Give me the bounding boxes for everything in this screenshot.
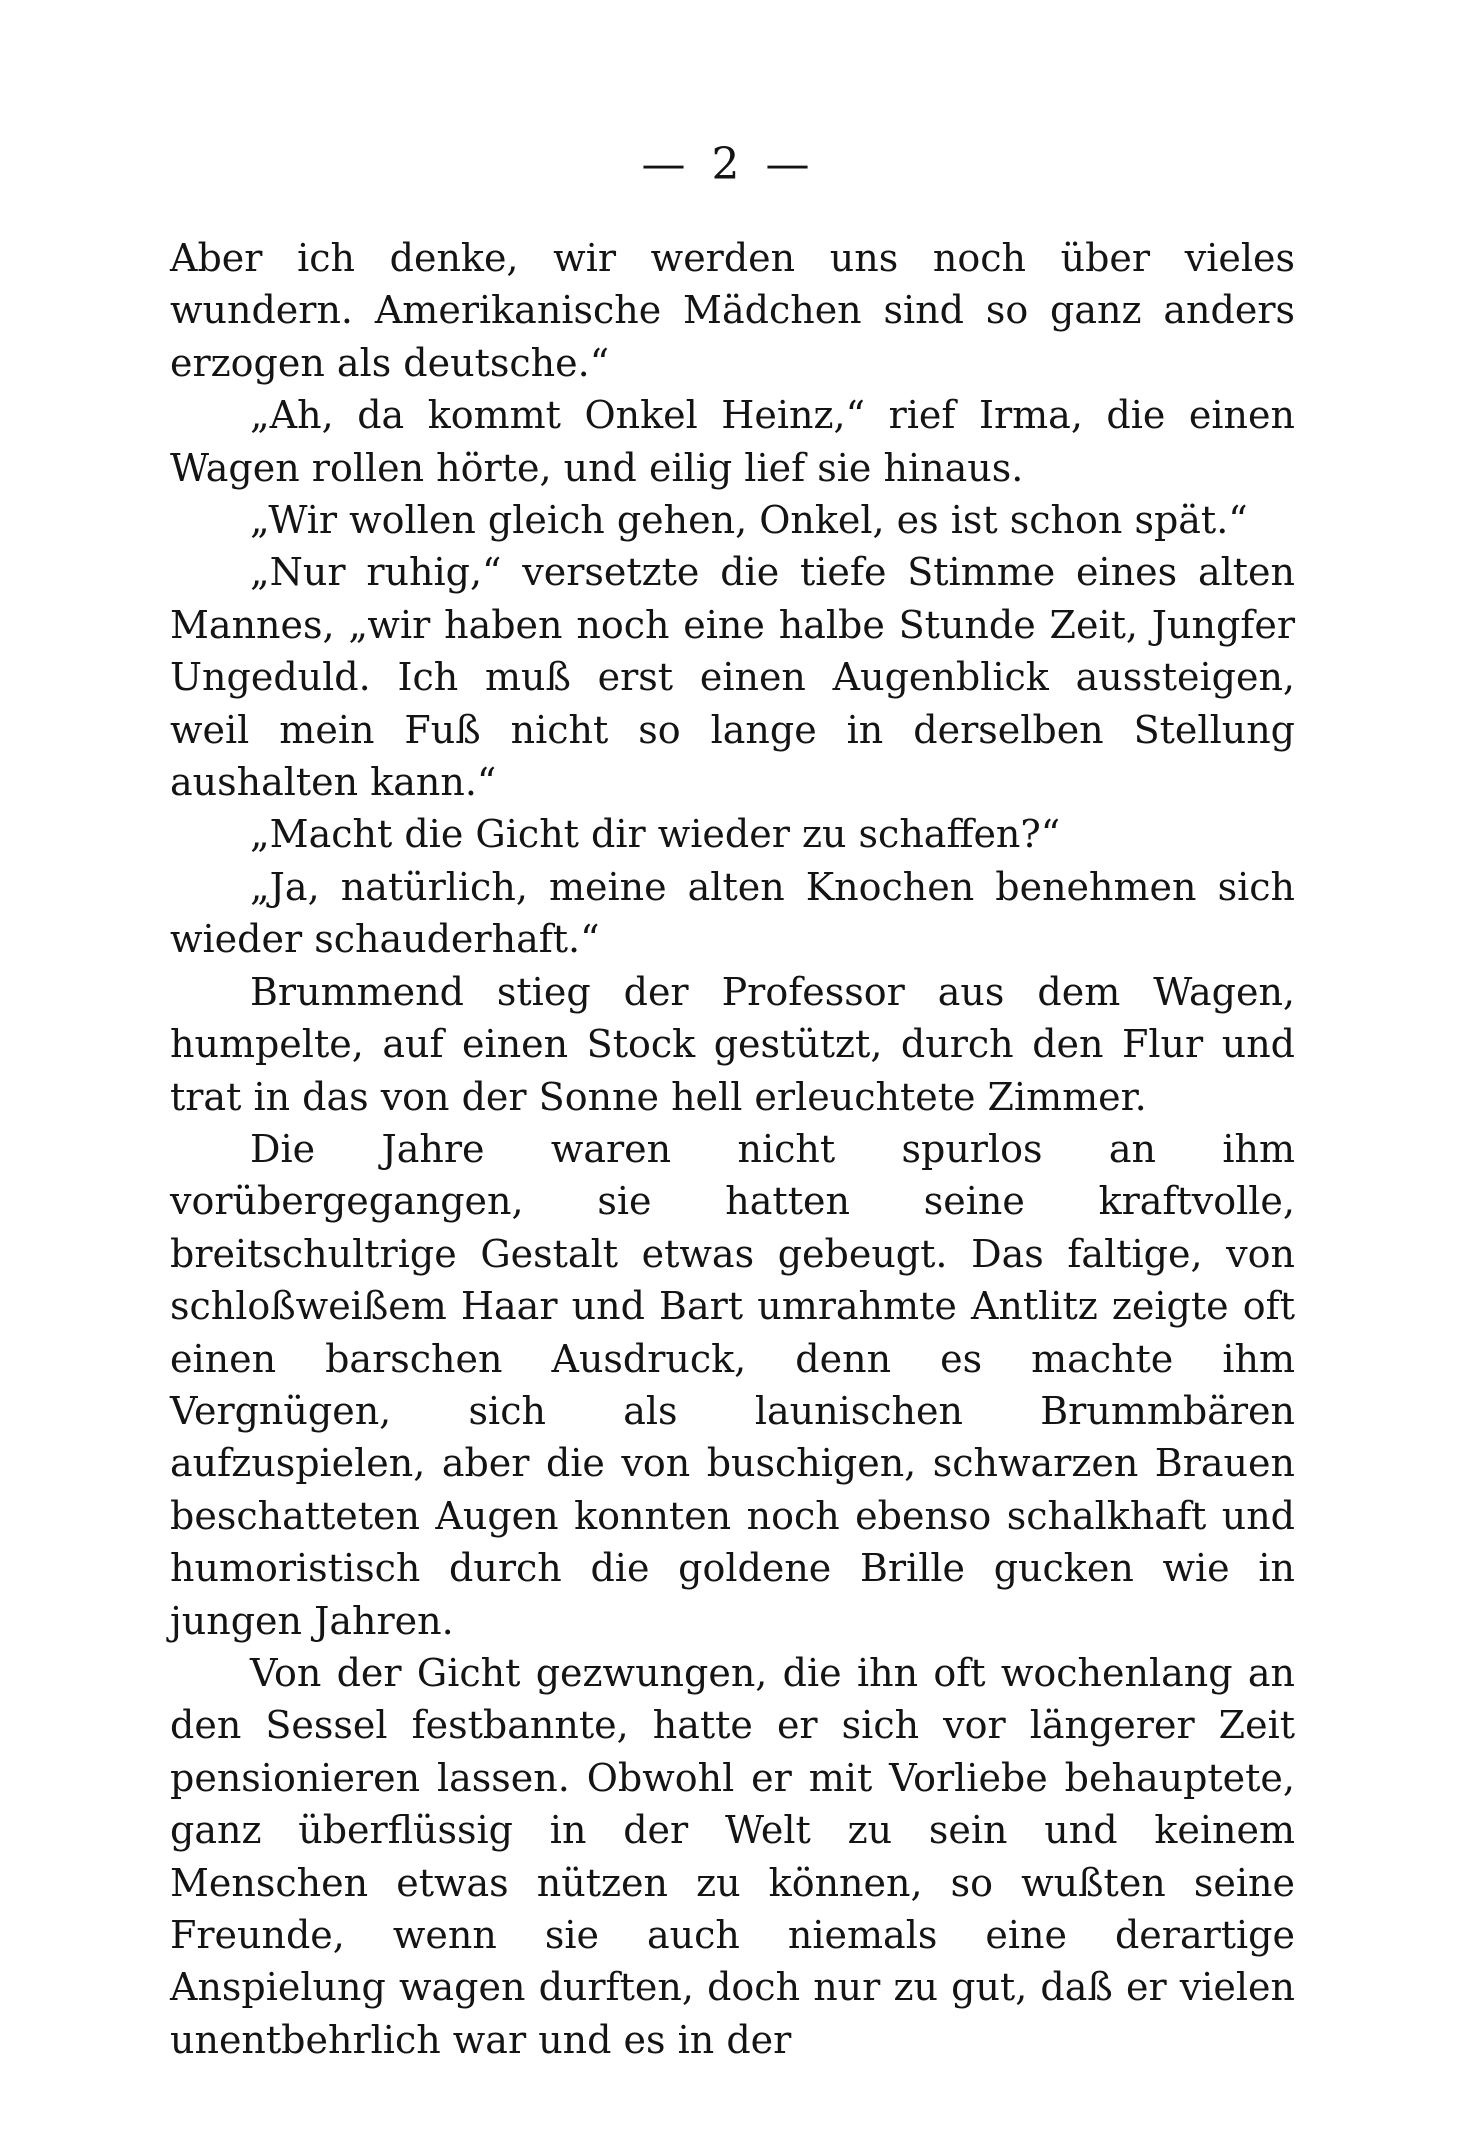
paragraph: „Nur ruhig,“ versetzte die tiefe Stimme eines alten Mannes, „wir haben noch eine halbe Stunde Zeit, Jungfer Ungeduld. Ich muß erst einen Augenblick aussteigen, weil mein Fuß nicht so lange in derselben Stellung aushalten kann.“	[170, 550, 1295, 805]
body-text	[170, 232, 1295, 2066]
paragraph: „Wir wollen gleich gehen, Onkel, es ist schon spät.“	[250, 498, 1248, 543]
paragraph: Von der Gicht gezwungen, die ihn oft wochenlang an den Sessel festbannte, hatte er sich vor längerer Zeit pensionieren lassen. Obwohl er mit Vorliebe behauptete, ganz überflüssig in der Welt zu sein und keinem Menschen etwas nützen zu können, so wußten seine Freunde, wenn sie auch niemals eine derartige Anspielung wagen durften, doch nur zu gut, daß er vielen unentbehrlich war und es in der	[170, 1650, 1295, 2062]
page-number: — 2 —	[641, 139, 816, 190]
paragraph: Aber ich denke, wir werden uns noch über vieles wundern. Amerikanische Mädchen sind so ganz anders erzogen als deutsche.“	[170, 236, 1295, 385]
paragraph: Brummend stieg der Professor aus dem Wagen, humpelte, auf einen Stock gestützt, durch den Flur und trat in das von der Sonne hell erleuchtete Zimmer.	[170, 969, 1295, 1119]
paragraph: „Ah, da kommt Onkel Heinz,“ rief Irma, die einen Wagen rollen hörte, und eilig lief sie hinaus.	[170, 393, 1295, 490]
paragraph: „Ja, natürlich, meine alten Knochen benehmen sich wieder schauderhaft.“	[170, 864, 1295, 962]
paragraph: „Macht die Gicht dir wieder zu schaffen?“	[250, 812, 1061, 857]
paragraph: Die Jahre waren nicht spurlos an ihm vorübergegangen, sie hatten seine kraftvolle, breitschultrige Gestalt etwas gebeugt. Das faltige, von schloßweißem Haar und Bart umrahmte Antlitz zeigte oft einen barschen Ausdruck, denn es machte ihm Vergnügen, sich als launischen Brummbären aufzuspielen, aber die von buschigen, schwarzen Brauen beschatteten Augen konnten noch ebenso schalkhaft und humoristisch durch die goldene Brille gucken wie in jungen Jahren.	[170, 1126, 1295, 1643]
